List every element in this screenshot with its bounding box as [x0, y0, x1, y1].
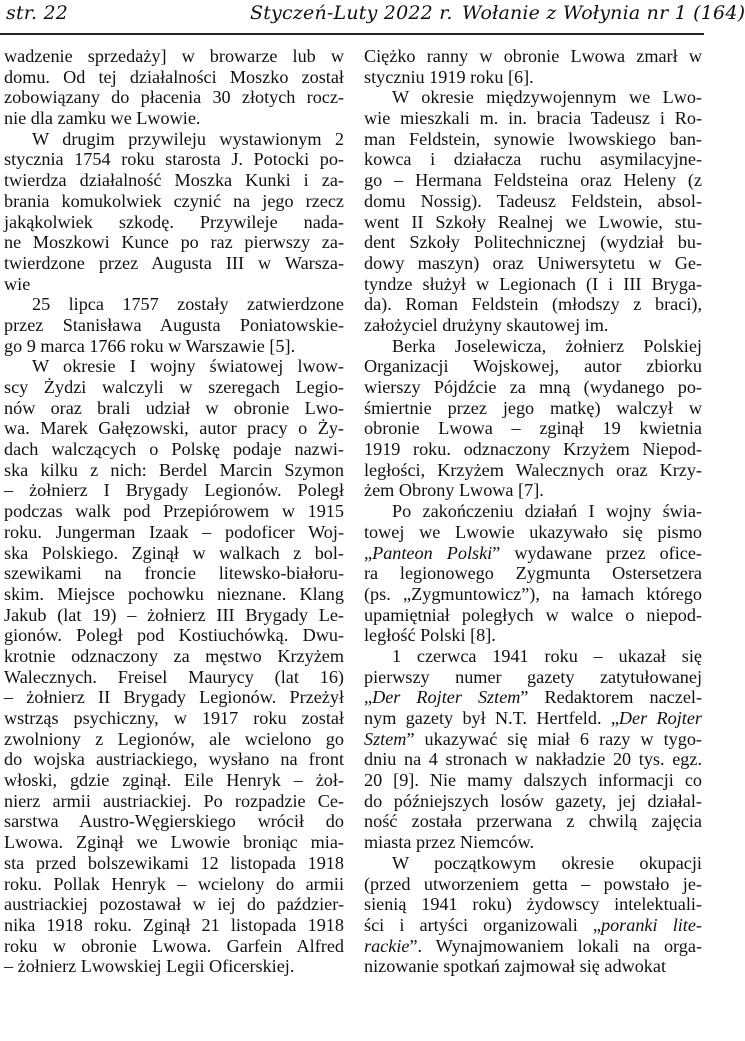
- text-line: – żołnierz I Brygady Legionów. Poległ: [4, 480, 344, 501]
- text-line: „Panteon Polski” wydawane przez ofice-: [364, 542, 702, 563]
- text-line: domu Nossig). Tadeusz Feldstein, absol-: [364, 190, 702, 211]
- text-line: krotnie odznaczony za męstwo Krzyżem: [4, 645, 344, 666]
- text-line: nym gazety był N.T. Hertfeld. „Der Rojter: [364, 708, 703, 728]
- text-line: W drugim przywileju wystawionym 2: [32, 128, 344, 149]
- text-line: upamiętniał poległych w walce o niepod-: [364, 604, 702, 625]
- text-line: W okresie I wojny światowej lwow-: [32, 356, 344, 377]
- text-line: Po zakończeniu działań I wojny świa-: [392, 501, 702, 522]
- page-number: str. 22: [6, 2, 69, 24]
- text-line: ska Polskiego. Zginął w walkach z bol-: [4, 542, 344, 563]
- paragraph: [364, 87, 702, 335]
- text-line: tyndze służył w Legionach (I i III Bryga-: [364, 273, 702, 294]
- text-line: pierwszy numer gazety zatytułowanej: [364, 666, 702, 687]
- text-line: brania komukolwiek czynić na jego rzecz: [4, 190, 344, 211]
- text-line: dent Szkoły Politechnicznej (wydział bu-: [364, 232, 702, 253]
- text-line: Walecznych. Freisel Maurycy (lat 16): [4, 666, 344, 687]
- text-line: domu. Od tej działalności Moszko został: [4, 66, 344, 87]
- text-line: 1 czerwca 1941 roku – ukazał się: [392, 645, 702, 666]
- text-line: – żołnierz II Brygady Legionów. Przeżył: [4, 687, 344, 708]
- left-text-column: [4, 46, 344, 977]
- text-line: Jakub (lat 19) – żołnierz III Brygady Le-: [4, 604, 344, 625]
- text-line: ległości, Krzyżem Walecznych oraz Krzy-: [364, 459, 702, 480]
- text-line: nierz armii austriackiej. Po rozpadzie Ce-: [4, 790, 344, 811]
- text-line: stycznia 1754 roku starosta J. Potocki po-: [4, 149, 344, 170]
- text-line: 1919 roku. odznaczony Krzyżem Niepod-: [364, 439, 702, 460]
- text-line: wierszy Pójdźcie za mną (wydanego po-: [364, 377, 702, 397]
- text-line: nów oraz brali udział w obronie Lwo-: [4, 397, 344, 418]
- text-line: zobowiązany do płacenia 30 złotych rocz-: [4, 87, 344, 108]
- text-line: twierdza działalność Moszka Kunki i za-: [4, 170, 344, 191]
- text-line: roku. Pollak Henryk – wcielony do armii: [4, 873, 344, 894]
- paragraph: [364, 46, 702, 87]
- text-line: szewikami na froncie litewsko-białoru-: [4, 563, 344, 584]
- text-line: – żołnierz Lwowskiej Legii Oficerskiej.: [4, 956, 295, 977]
- issue-date: Styczeń-Luty 2022 r.: [250, 2, 453, 24]
- text-line: wstrząs psychiczny, w 1917 roku został: [4, 708, 344, 728]
- text-line: (ps. „Zygmuntowicz”), na łamach którego: [364, 583, 702, 604]
- text-line: „Der Rojter Sztem” Redaktorem naczel-: [364, 687, 702, 708]
- text-line: ległość Polski [8].: [364, 625, 496, 646]
- paragraph: [364, 501, 702, 646]
- text-line: obronie Lwowa – zginął 19 kwietnia: [364, 418, 702, 439]
- paragraph: [4, 356, 344, 977]
- text-line: roku. Jungerman Izaak – podoficer Woj-: [4, 521, 344, 542]
- text-line: nika 1918 roku. Zginął 21 listopada 1918: [4, 914, 344, 935]
- paragraph: [4, 294, 344, 356]
- text-line: nie dla zamku we Lwowie.: [4, 108, 201, 129]
- paragraph: [4, 129, 344, 295]
- text-line: sta przed bolszewikami 12 listopada 1918: [4, 852, 344, 873]
- text-line: Lwowa. Zginął we Lwowie broniąc mia-: [4, 832, 344, 853]
- text-line: wie: [4, 273, 31, 294]
- text-line: roku w obronie Lwowa. Garfein Alfred: [4, 935, 344, 956]
- text-line: ska kilku z nich: Berdel Marcin Szymon: [4, 459, 344, 480]
- text-line: da). Roman Feldstein (młodszy z braci),: [364, 294, 702, 315]
- text-line: zwolniony z Legionów, ale wcielono go: [4, 728, 344, 749]
- text-line: scy Żydzi walczyli w szeregach Legio-: [4, 377, 344, 397]
- text-line: sienią 1941 roku) żydowscy intelektuali-: [364, 894, 702, 915]
- text-line: do późniejszych losów gazety, jej działal-: [364, 790, 702, 811]
- text-line: twierdzone przez Augusta III w Warsza-: [4, 252, 344, 273]
- text-line: dach walczących o Polskę podaje nazwi-: [4, 439, 344, 460]
- text-line: 25 lipca 1757 zostały zatwierdzone: [32, 294, 344, 315]
- text-line: go – Hermana Feldsteina oraz Heleny (z: [364, 170, 702, 191]
- text-line: went II Szkoły Realnej we Lwowie, stu-: [364, 211, 702, 232]
- text-line: towej we Lwowie ukazywało się pismo: [364, 521, 702, 542]
- text-line: ność została przerwana z chwilą zajęcia: [364, 811, 702, 832]
- text-line: man Feldstein, synowie lwowskiego ban-: [364, 128, 702, 149]
- text-line: ra legionowego Zygmunta Ostersetzera: [364, 563, 702, 584]
- text-line: go 9 marca 1766 roku w Warszawie [5].: [4, 335, 296, 356]
- text-line: do wojska austriackiego, wysłano na front: [4, 749, 344, 770]
- text-line: ne Moszkowi Kunce po raz pierwszy za-: [4, 232, 344, 253]
- text-line: skim. Miejsce pochowku nieznane. Klang: [4, 583, 344, 604]
- header-rule: [0, 33, 704, 35]
- text-line: rackie”. Wynajmowaniem lokali na orga-: [364, 935, 702, 956]
- text-line: nizowanie spotkań zajmował się adwokat: [364, 956, 667, 977]
- paragraph: [4, 46, 344, 129]
- text-line: wa. Marek Gałęzowski, autor pracy o Ży-: [4, 418, 344, 439]
- text-line: wie mieszkali m. in. bracia Tadeusz i Ro-: [364, 108, 702, 129]
- text-line: śmiertnie przez jego matkę) walczył w: [364, 397, 702, 418]
- text-line: ści i artyści organizowali „poranki lite-: [364, 914, 702, 935]
- text-line: założyciel drużyny skautowej im.: [364, 314, 609, 335]
- paragraph: [364, 336, 702, 502]
- text-line: podczas walk pod Przepiórowem w 1915: [4, 501, 344, 522]
- journal-title: Wołanie z Wołynia nr 1 (164): [462, 2, 745, 24]
- text-line: Organizacji Wojskowej, autor zbiorku: [364, 356, 702, 377]
- text-line: styczniu 1919 roku [6].: [364, 66, 534, 87]
- text-line: przez Stanisława Augusta Poniatowskie-: [4, 314, 344, 335]
- text-line: dowy maszyn) oraz Uniwersytetu w Ge-: [364, 252, 702, 273]
- text-line: austriackiej pozostawał w iej do paździer-: [4, 894, 344, 915]
- right-text-column: [364, 46, 702, 977]
- text-line: Sztem” ukazywać się miał 6 razy w tygo-: [364, 728, 702, 749]
- text-line: Ciężko ranny w obronie Lwowa zmarł w: [364, 46, 702, 66]
- text-line: jakąkolwiek szkodę. Przywileje nada-: [4, 211, 344, 232]
- text-line: wadzenie sprzedaży] w browarze lub w: [4, 46, 344, 66]
- text-line: (przed utworzeniem getta – powstało je-: [364, 873, 702, 894]
- text-line: miasta przez Niemców.: [364, 832, 535, 853]
- paragraph: [364, 646, 702, 853]
- text-line: włoski, gdzie zginął. Eile Henryk – żoł-: [4, 770, 344, 791]
- text-line: 20 [9]. Nie mamy dalszych informacji co: [364, 770, 702, 791]
- text-line: Berka Joselewicza, żołnierz Polskiej: [392, 335, 702, 356]
- text-line: dniu na 4 stronach w nakładzie 20 tys. egz.: [364, 749, 702, 770]
- paragraph: [364, 853, 702, 977]
- text-line: W okresie międzywojennym we Lwo-: [392, 87, 702, 108]
- text-line: W początkowym okresie okupacji: [392, 852, 702, 873]
- text-line: sarstwa Austro-Węgierskiego wrócił do: [4, 811, 344, 832]
- text-line: kowca i działacza ruchu asymilacyjne-: [364, 149, 702, 170]
- text-line: żem Obrony Lwowa [7].: [364, 480, 544, 501]
- text-line: gionów. Poległ pod Kostiuchówką. Dwu-: [4, 625, 344, 646]
